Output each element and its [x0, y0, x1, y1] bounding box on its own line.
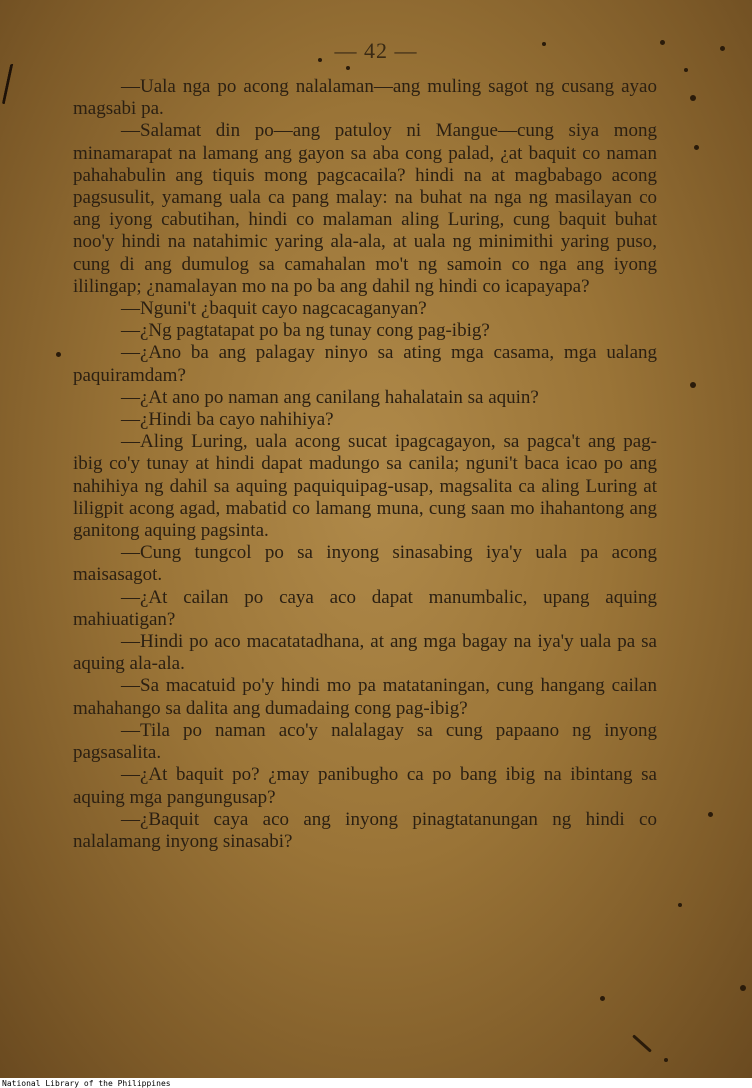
ink-speck: [684, 68, 688, 72]
paragraph: —Hindi po aco macatatadhana, at ang mga bagay na iya'y uala pa sa aquing ala-ala.: [73, 631, 657, 675]
footer-bar: [0, 1079, 752, 1088]
paragraph: —Nguni't ¿baquit cayo nagcacaganyan?: [121, 298, 427, 320]
paragraph: —Cung tungcol po sa inyong sinasabing iya'y uala pa acong maisasagot.: [73, 542, 657, 586]
ink-speck: [694, 145, 699, 150]
paragraph: —Salamat din po—ang patuloy ni Mangue—cung siya mong minamarapat na lamang ang gayon sa aba cong palad, ¿at baquit co naman pahahabulin ang tiquis mong pagcacaila? hindi na at magbabago acong pagsusulit, yamang uala ca pang malay: na buhat na nga ng masilayan co ang iyong cabutihan, hindi co malaman aling Luring, cung baquit buhat noo'y hindi na natahimic yaring ala-ala, at uala ng minimithi yaring puso, cung di ang dumulog sa camahalan mo't ng samoin co nga ang iyong ililingap; ¿namalayan mo na po ba ang dahil ng hindi co icapayapa?: [73, 120, 657, 297]
paragraph: —Aling Luring, uala acong sucat ipagcagayon, sa pagca't ang pag-ibig co'y tunay at hindi dapat madungo sa canila; nguni't baca icao po ang nahihiya ng dahil sa aquing paquiquipag-usap, magsalita ca aling Luring at liligpit acong agad, mabatid co lamang muna, cung saan mo ihahantong ang ganitong aquing pagsinta.: [73, 431, 657, 542]
paragraph: —¿At cailan po caya aco dapat manumbalic, upang aquing mahiuatigan?: [73, 586, 657, 630]
ink-speck: [346, 66, 350, 70]
library-credit: National Library of the Philippines: [2, 1079, 171, 1088]
ink-speck: [708, 812, 713, 817]
ink-speck: [690, 382, 696, 388]
paragraph: —Uala nga po acong nalalaman—ang muling sagot ng cusang ayao magsabi pa.: [73, 76, 657, 120]
ink-speck: [664, 1058, 668, 1062]
paragraph: —¿Ano ba ang palagay ninyo sa ating mga casama, mga ualang paquiramdam?: [73, 342, 657, 386]
ink-speck: [56, 352, 61, 357]
ink-speck: [600, 996, 605, 1001]
ink-speck: [740, 985, 746, 991]
ink-stroke: [632, 1034, 652, 1052]
paragraph: —¿Hindi ba cayo nahihiya?: [121, 409, 334, 431]
paragraph: —Tila po naman aco'y nalalagay sa cung papaano ng inyong pagsasalita.: [73, 719, 657, 764]
paragraph: —¿At baquit po? ¿may panibugho ca po bang ibig na ibintang sa aquing mga pangungusap?: [73, 764, 657, 808]
ink-margin-mark: [2, 64, 32, 104]
paragraph: —¿Ng pagtatapat po ba ng tunay cong pag-ibig?: [121, 320, 490, 342]
paragraph: —Sa macatuid po'y hindi mo pa matataningan, cung hangang cailan mahahango sa dalita ang dumadaing cong pag-ibig?: [73, 675, 657, 719]
paragraph: —¿At ano po naman ang canilang hahalatain sa aquin?: [121, 386, 539, 408]
ink-speck: [690, 95, 696, 101]
page-number: — 42 —: [334, 38, 418, 63]
body-text: [73, 76, 657, 853]
paragraph: —¿Baquit caya aco ang inyong pinagtatanungan ng hindi co nalalamang inyong sinasabi?: [73, 808, 657, 852]
ink-speck: [678, 903, 682, 907]
